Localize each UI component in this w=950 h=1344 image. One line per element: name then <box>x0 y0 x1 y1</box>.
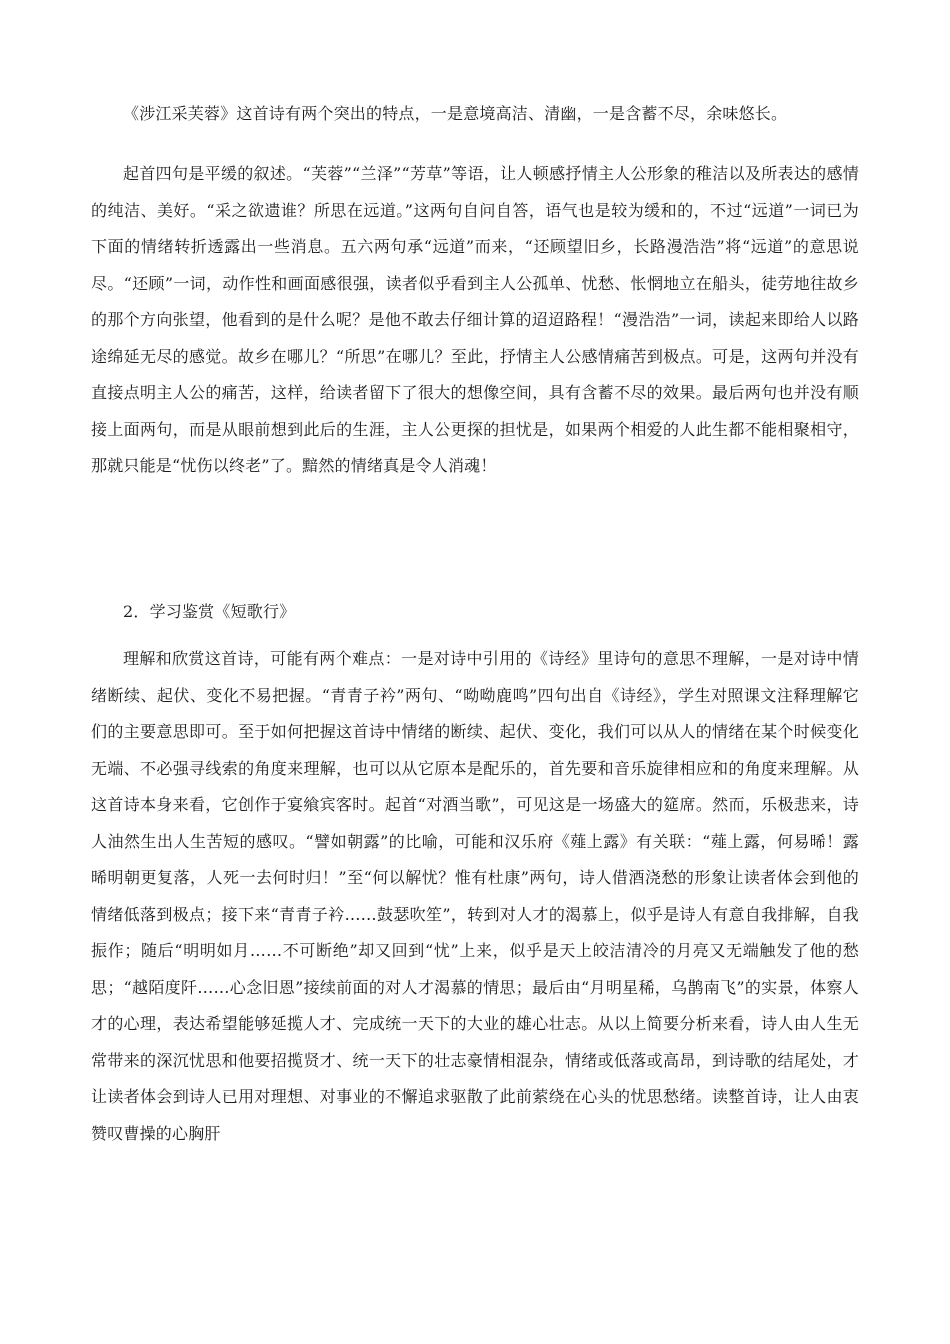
intro-paragraph: 《涉江采芙蓉》这首诗有两个突出的特点，一是意境高洁、清幽，一是含蓄不尽，余味悠长。 <box>123 104 788 123</box>
section-heading: 2．学习鉴赏《短歌行》 <box>123 602 296 621</box>
duangexing-paragraph: 理解和欣赏这首诗，可能有两个难点：一是对诗中引用的《诗经》里诗句的意思不理解，一是对诗中情绪断续、起伏、变化不易把握。“青青子衿”两句、“呦呦鹿鸣”四句出自《诗经》，学生对照课文注释理解它们的主要意思即可。至于如何把握这首诗中情绪的断续、起伏、变化，我们可以从人的情绪在某个时候变化无端、不必强寻线索的角度来理解，也可以从它原本是配乐的，首先要和音乐旋律相应和的角度来理解。从这首诗本身来看，它创作于宴飨宾客时。起首“对酒当歌”，可见这是一场盛大的筵席。然而，乐极悲来，诗人油然生出人生苦短的感叹。“譬如朝露”的比喻，可能和汉乐府《薤上露》有关联：“薤上露，何易晞！露晞明朝更复落，人死一去何时归！”至“何以解忧？惟有杜康”两句，诗人借酒浇愁的形象让读者体会到他的情绪低落到极点；接下来“青青子衿……鼓瑟吹笙”，转到对人才的渴慕上，似乎是诗人有意自我排解，自我振作；随后“明明如月……不可断绝”却又回到“忧”上来，似乎是天上皎洁清冷的月亮又无端触发了他的愁思；“越陌度阡……心念旧恩”接续前面的对人才渴慕的情思；最后由“月明星稀，乌鹊南飞”的实景，体察人才的心理，表达希望能够延揽人才、完成统一天下的大业的雄心壮志。从以上简要分析来看，诗人由人生无常带来的深沉忧思和他要招揽贤才、统一天下的壮志豪情相混杂，情绪或低落或高昂，到诗歌的结尾处，才让读者体会到诗人已用对理想、对事业的不懈追求驱散了此前萦绕在心头的忧思愁绪。读整首诗，让人由衷赞叹曹操的心胸肝 <box>91 649 859 1143</box>
analysis-paragraph: 起首四句是平缓的叙述。“芙蓉”“兰泽”“芳草”等语，让人顿感抒情主人公形象的稚洁以及所表达的感情的纯洁、美好。“采之欲遗谁？所思在远道。”这两句自问自答，语气也是较为缓和的，不过“远道”一词已为下面的情绪转折透露出一些消息。五六两句承“远道”而来，“还顾望旧乡，长路漫浩浩”将“远道”的意思说尽。“还顾”一词，动作性和画面感很强，读者似乎看到主人公孤单、忧愁、怅惘地立在船头，徒劳地往故乡的那个方向张望，他看到的是什么呢？是他不敢去仔细计算的迢迢路程！“漫浩浩”一词，读起来即给人以路途绵延无尽的感觉。故乡在哪儿？“所思”在哪儿？至此，抒情主人公感情痛苦到极点。可是，这两句并没有直接点明主人公的痛苦，这样，给读者留下了很大的想像空间，具有含蓄不尽的效果。最后两句也并没有顺接上面两句，而是从眼前想到此后的生涯，主人公更探的担忧是，如果两个相爱的人此生都不能相聚相守，那就只能是“忧伤以终老”了。黯然的情绪真是令人消魂！ <box>91 164 859 475</box>
